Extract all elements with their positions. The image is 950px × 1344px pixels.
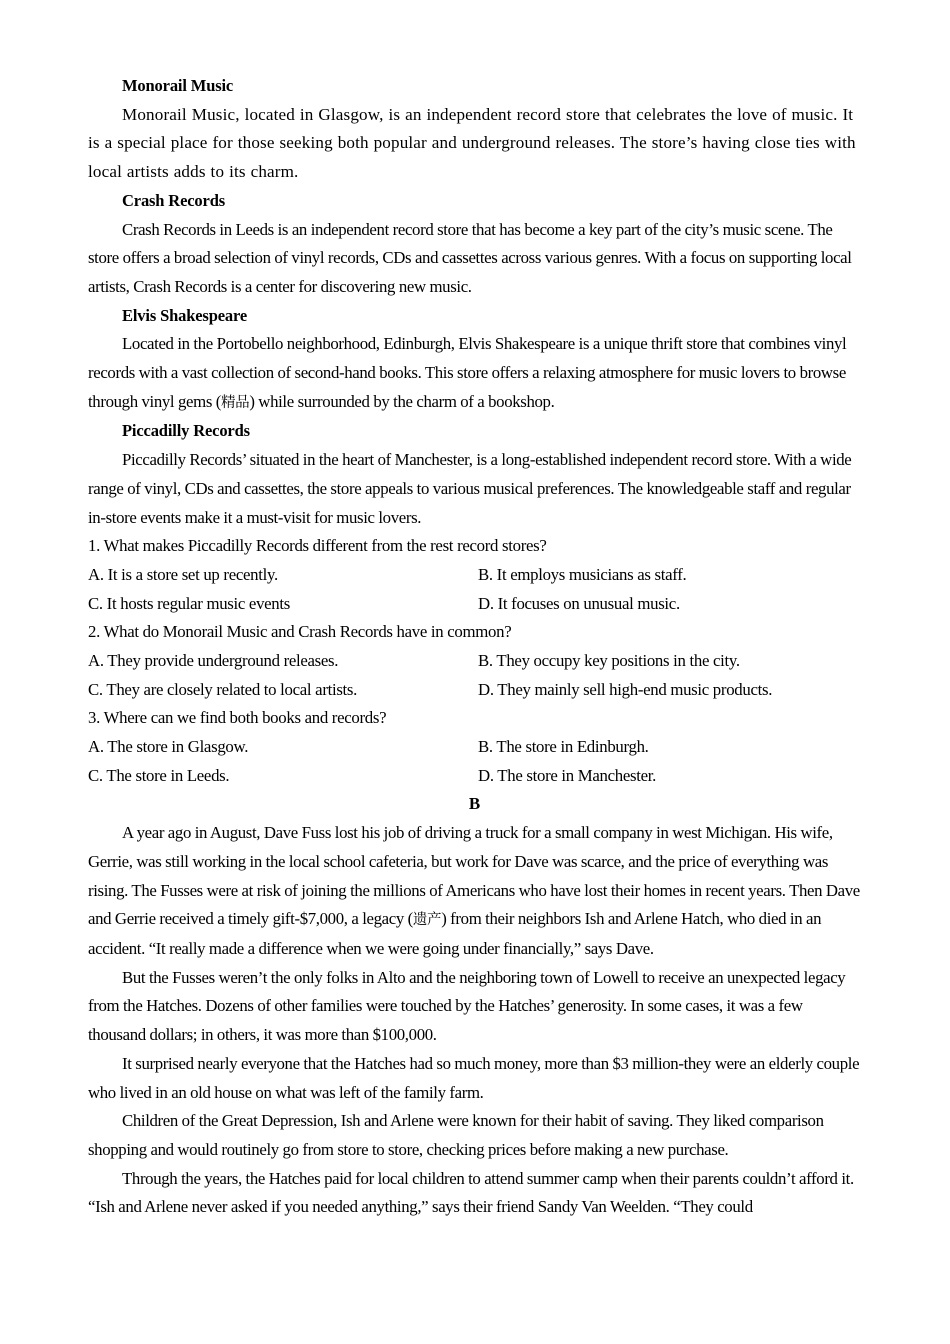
section-heading-crash-records: Crash Records xyxy=(122,190,225,210)
passage-b-paragraph-2: But the Fusses weren’t the only folks in Alto and the neighboring town of Lowell to receive an unexpected legacy from the Hatches. Dozens of other families were touched by the Hatches’ generosity. In some cases, it was a few thousand dollars; in others, it was more than $100,000. xyxy=(88,967,846,1045)
question-3-option-row-1 xyxy=(88,733,863,762)
question-3-option-a[interactable]: A. The store in Glasgow. xyxy=(88,737,249,757)
question-2-option-row-2 xyxy=(88,676,863,705)
section-heading-piccadilly-records: Piccadilly Records xyxy=(122,421,250,441)
passage-b-paragraph-5: Through the years, the Hatches paid for local children to attend summer camp when their parents couldn’t afford it. “Ish and Arlene never asked if you needed anything,” says their friend Sandy Van Weelden. “They could xyxy=(88,1168,854,1217)
question-3-option-d[interactable]: D. The store in Manchester. xyxy=(478,765,657,785)
question-2-stem: 2. What do Monorail Music and Crash Records have in common? xyxy=(88,622,512,642)
question-3-option-b[interactable]: B. The store in Edinburgh. xyxy=(478,737,649,757)
question-2-option-c[interactable]: C. They are closely related to local artists. xyxy=(88,679,358,699)
question-2-option-b[interactable]: B. They occupy key positions in the city. xyxy=(478,651,740,671)
question-3-option-row-2 xyxy=(88,762,863,791)
question-3-option-c[interactable]: C. The store in Leeds. xyxy=(88,765,230,785)
question-2-option-row-1 xyxy=(88,647,863,676)
passage-b-paragraph-1 xyxy=(88,819,863,964)
section-body-monorail-music: Monorail Music, located in Glasgow, is an independent record store that celebrates the love of music. It is a special place for those seeking both popular and underground releases. The store’s having close ties with local artists adds to its charm. xyxy=(88,104,856,182)
section-body-crash-records: Crash Records in Leeds is an independent record store that has become a key part of the city’s music scene. The store offers a broad selection of vinyl records, CDs and cassettes across various genres. With a focus on supporting local artists, Crash Records is a center for discovering new music. xyxy=(88,219,852,296)
question-3-stem: 3. Where can we find both books and records? xyxy=(88,708,387,728)
section-body-elvis-shakespeare-part1: Located in the Portobello neighborhood, Edinburgh, Elvis Shakespeare is a unique thrift store that combines vinyl records with a vast collection of second-hand books. This store offers a relaxing atmosphere for music lovers to browse through vinyl gems ( xyxy=(88,334,847,411)
question-1-option-b[interactable]: B. It employs musicians as staff. xyxy=(478,564,687,584)
section-heading-elvis-shakespeare: Elvis Shakespeare xyxy=(122,305,248,325)
question-1-option-a[interactable]: A. It is a store set up recently. xyxy=(88,564,278,584)
question-1-option-c[interactable]: C. It hosts regular music events xyxy=(88,593,290,613)
section-body-elvis-shakespeare-part2: ) while surrounded by the charm of a bookshop. xyxy=(249,391,555,411)
section-heading-monorail-music: Monorail Music xyxy=(122,76,234,95)
gloss-jingpin: 精品 xyxy=(221,394,250,411)
question-1-option-row-2 xyxy=(88,590,863,619)
passage-b-label: B xyxy=(468,794,481,814)
question-1-option-row-1 xyxy=(88,561,863,590)
question-2-option-a[interactable]: A. They provide underground releases. xyxy=(88,651,339,671)
passage-b-paragraph-4: Children of the Great Depression, Ish and Arlene were known for their habit of saving. They liked comparison shopping and would routinely go from store to store, checking prices before making a new purchase. xyxy=(88,1111,824,1159)
passage-b-paragraph-1-part1: A year ago in August, Dave Fuss lost his job of driving a truck for a small company in west Michigan. His wife, Gerrie, was still working in the local school cafeteria, but work for Dave was scarce, and the price of everything was rising. The Fusses were at risk of joining the millions of Americans who have lost their homes in recent years. Then Dave and Gerrie received a timely gift-$7,000, a legacy ( xyxy=(88,823,860,929)
section-body-piccadilly-records: Piccadilly Records’ situated in the heart of Manchester, is a long-established independent record store. With a wide range of vinyl, CDs and cassettes, the store appeals to various musical preferences. The knowledgeable staff and regular in-store events make it a must-visit for music lovers. xyxy=(88,450,852,527)
gloss-yichan: 遗产 xyxy=(412,912,442,929)
document-content xyxy=(88,72,863,1222)
section-body-elvis-shakespeare xyxy=(88,330,863,417)
passage-b-paragraph-1-part2: ) from their neighbors Ish and Arlene Hatch, who died in an accident. “It really made a difference when we were going under financially,” says Dave. xyxy=(88,909,822,958)
question-1-option-d[interactable]: D. It focuses on unusual music. xyxy=(478,593,680,613)
question-1-stem: 1. What makes Piccadilly Records different from the rest record stores? xyxy=(88,536,547,556)
question-2-option-d[interactable]: D. They mainly sell high-end music products. xyxy=(478,679,773,699)
passage-b-paragraph-3: It surprised nearly everyone that the Hatches had so much money, more than $3 million-they were an elderly couple who lived in an old house on what was left of the family farm. xyxy=(88,1053,860,1102)
